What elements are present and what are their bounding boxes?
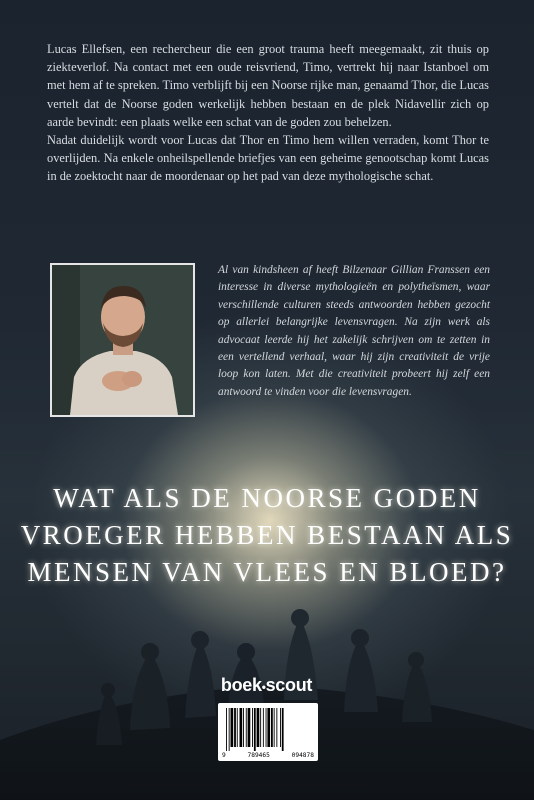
publisher-logo: [214, 675, 319, 696]
barcode-number: [222, 752, 314, 759]
barcode-digit-first: 9: [222, 752, 226, 759]
tagline-line-1: WAT ALS DE NOORSE GODEN: [53, 483, 481, 513]
barcode-group-2: 094878: [291, 752, 314, 759]
tagline: [20, 480, 514, 591]
author-photo: [50, 263, 195, 417]
author-bio: Al van kindsheen af heeft Bilzenaar Gillian Franssen een interesse in diverse mythologieën en polytheïsmen, waar verschillende culturen steeds antwoorden hebben gezocht op allerlei belangrijke levensvragen. Na zijn werk als advocaat leerde hij het zakelijk schrijven om te zetten in een vertellend verhaal, waar hij zijn creativiteit de vrije loop kon laten. Met die creativiteit probeert hij zelf een antwoord te vinden voor die levensvragen.: [218, 264, 490, 398]
synopsis-paragraph-1: Lucas Ellefsen, een rechercheur die een groot trauma heeft meegemaakt, zit thuis op ziekteverlof. Na contact met een oude reisvriend, Timo, vertrekt hij naar Istanboel om met hem af te spreken. Timo verblijft bij een Noorse rijke man, genaamd Thor, die Lucas vertelt dat de Noorse goden werkelijk hebben bestaan en de plek Nidavellir zich op aarde bevindt: een plaats welke een schat van de goden zou behelzen.: [47, 42, 489, 129]
isbn-barcode: [218, 703, 318, 761]
author-portrait-image: [52, 265, 193, 415]
publisher-name-part-1: boek: [220, 675, 262, 695]
tagline-line-3: MENSEN VAN VLEES EN BLOED?: [27, 557, 507, 587]
publisher-separator: •: [261, 680, 266, 694]
synopsis-paragraph-2: Nadat duidelijk wordt voor Lucas dat Thor en Timo hem willen verraden, komt Thor te overlijden. Na enkele onheilspellende briefjes van een geheime genootschap komt Lucas in de zoektocht naar de moordenaar op het pad van deze mythologische schat.: [47, 133, 489, 184]
synopsis: [47, 40, 489, 186]
publisher-name-part-2: scout: [265, 675, 313, 695]
hooded-figures-silhouette: [0, 600, 534, 800]
barcode-group-1: 789465: [247, 752, 270, 759]
tagline-line-2: VROEGER HEBBEN BESTAAN ALS: [20, 520, 514, 550]
